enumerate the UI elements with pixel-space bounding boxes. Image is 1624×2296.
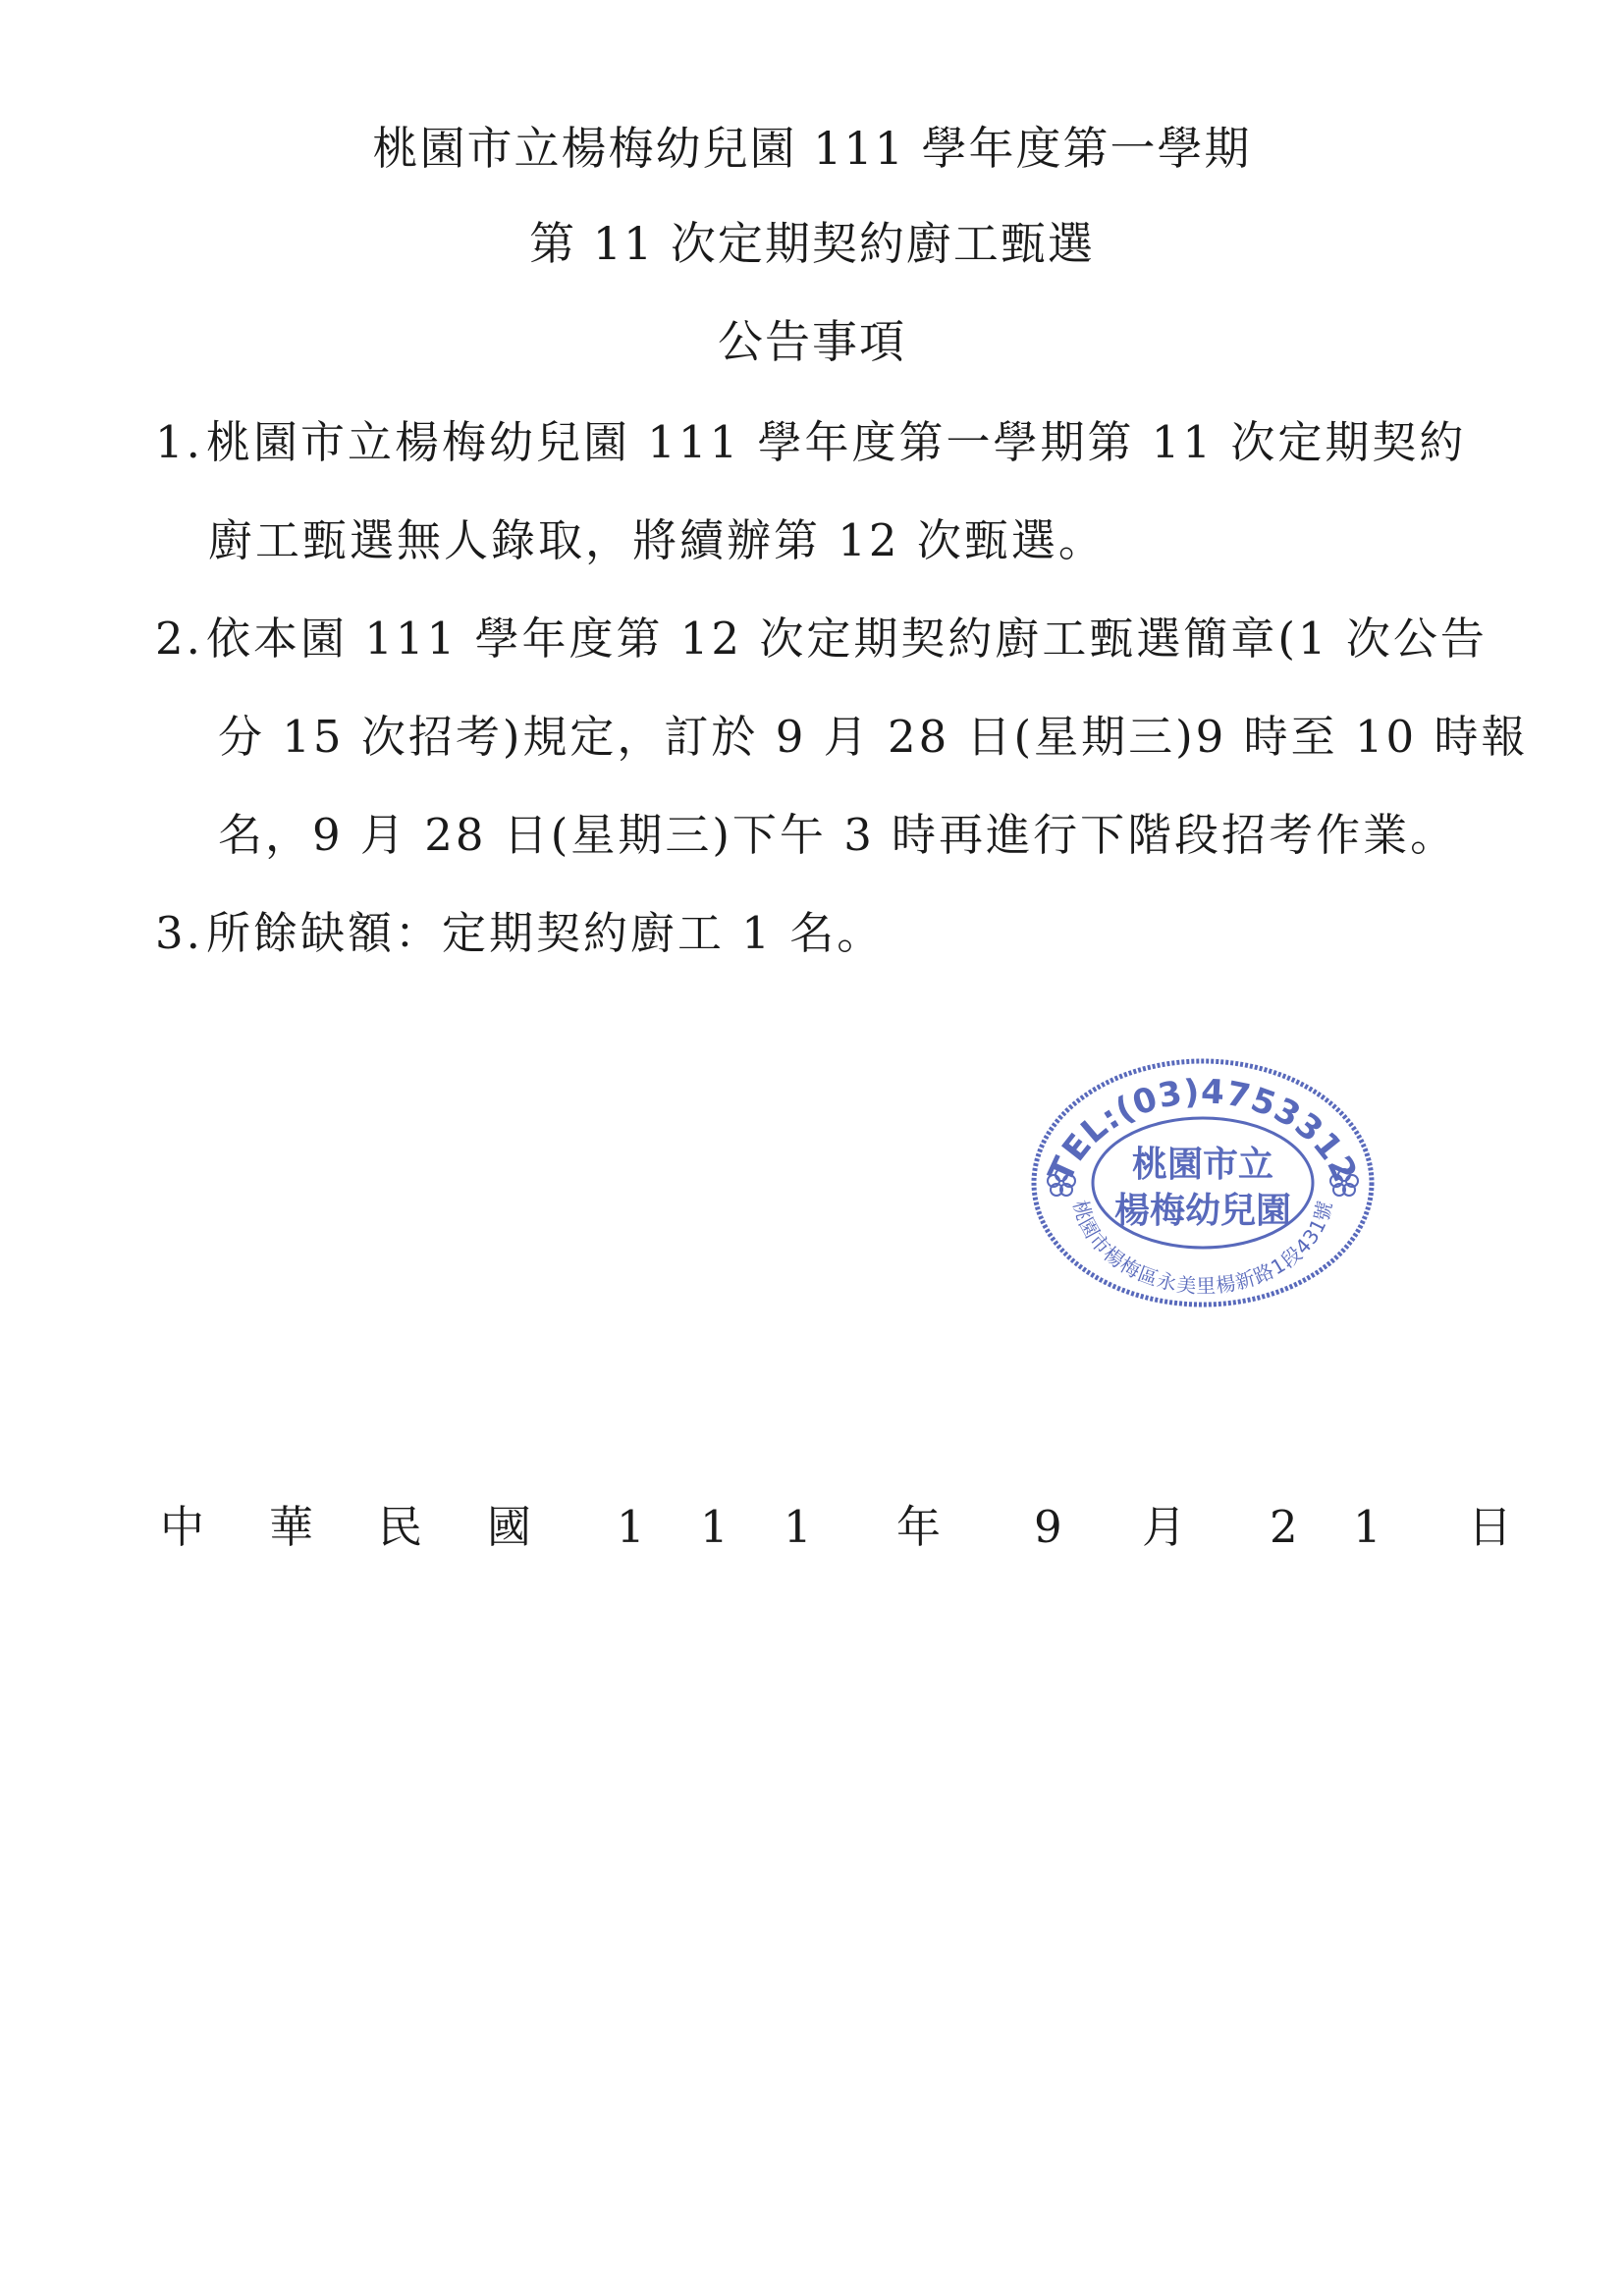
date-char: 1 bbox=[1353, 1501, 1381, 1553]
date-char: 2 bbox=[1270, 1501, 1298, 1553]
date-char: 中 bbox=[160, 1501, 205, 1553]
seal-name-line-1: 桃園市立 bbox=[1131, 1145, 1274, 1185]
date-char: 日 bbox=[1468, 1501, 1513, 1553]
item-3-number: 3. bbox=[155, 907, 203, 959]
seal-address-text: 桃園市楊梅區永美里楊新路1段431號 bbox=[1068, 1198, 1337, 1299]
date-char: 9 bbox=[1034, 1501, 1062, 1553]
item-2-number: 2. bbox=[155, 613, 203, 665]
seal-tel-text: TEL:(03)4753312 bbox=[1041, 1072, 1365, 1189]
title-line-1: 桃園市立楊梅幼兒園 111 學年度第一學期 bbox=[372, 122, 1252, 175]
item-2-line-1: 依本園 111 學年度第 12 次定期契約廚工甄選簡章(1 次公告 bbox=[206, 613, 1488, 665]
item-1-line-1: 桃園市立楊梅幼兒園 111 學年度第一學期第 11 次定期契約 bbox=[206, 416, 1467, 468]
date-char: 年 bbox=[896, 1501, 942, 1553]
date-char: 民 bbox=[378, 1501, 423, 1553]
item-1-number: 1. bbox=[155, 416, 203, 468]
date-char: 1 bbox=[617, 1501, 645, 1553]
official-seal-stamp bbox=[1026, 1045, 1380, 1310]
date-char: 國 bbox=[487, 1501, 532, 1553]
title-line-2: 第 11 次定期契約廚工甄選 bbox=[529, 217, 1095, 270]
seal-name-line-2: 楊梅幼兒園 bbox=[1113, 1191, 1292, 1231]
item-3 bbox=[155, 907, 885, 959]
date-char: 1 bbox=[784, 1501, 812, 1553]
date-char: 華 bbox=[269, 1501, 314, 1553]
date-char: 1 bbox=[700, 1501, 729, 1553]
item-2 bbox=[155, 613, 1488, 665]
item-1-line-2: 廚工甄選無人錄取，將續辦第 12 次甄選。 bbox=[208, 514, 1106, 566]
date-char: 月 bbox=[1142, 1501, 1187, 1553]
item-2-line-3: 名，9 月 28 日(星期三)下午 3 時再進行下階段招考作業。 bbox=[218, 809, 1458, 861]
item-3-line-1: 所餘缺額：定期契約廚工 1 名。 bbox=[206, 907, 885, 959]
item-2-line-2: 分 15 次招考)規定，訂於 9 月 28 日(星期三)9 時至 10 時報 bbox=[218, 711, 1529, 763]
title-line-3: 公告事項 bbox=[718, 315, 906, 368]
item-1 bbox=[155, 416, 1467, 468]
